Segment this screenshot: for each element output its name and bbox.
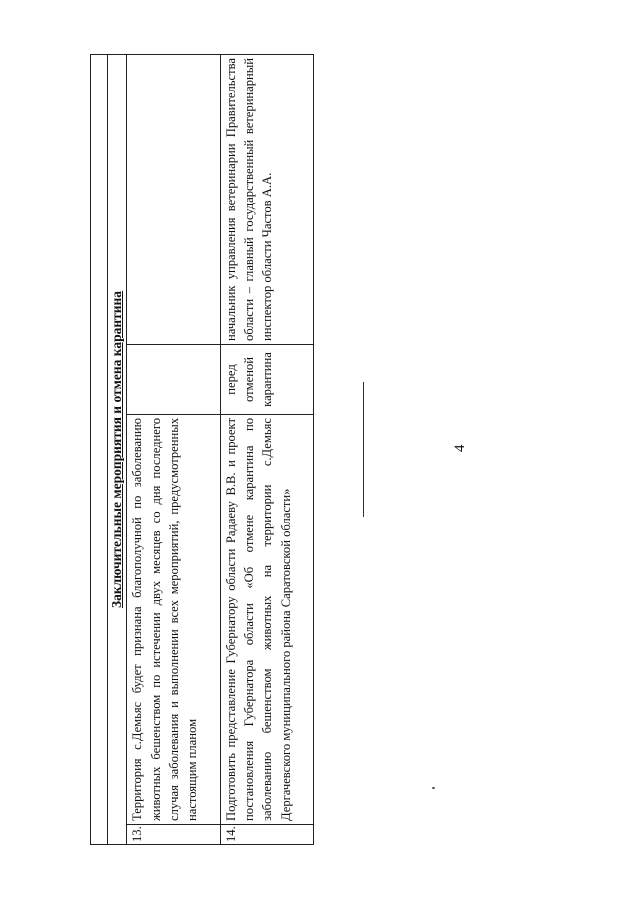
separator-line: [363, 382, 364, 517]
rotated-table-wrapper: [90, 55, 314, 845]
measure-cell: Территория с.Демьяс будет признана благополучной по заболеванию животных бешенством по истечении двух месяцев со дня последнего случая заболевания и выполнении всех мероприятий, предусмотренных настоящим планом: [127, 415, 220, 825]
row-number: 14.: [220, 825, 313, 845]
row-number: 13.: [127, 825, 220, 845]
table-top-row: [91, 55, 108, 845]
deadline-cell: [127, 345, 220, 415]
table-row: [220, 55, 313, 845]
responsible-cell: [127, 55, 220, 345]
quarantine-plan-table: [90, 54, 314, 845]
section-title: Заключительные мероприятия и отмена карантина: [108, 55, 127, 845]
deadline-cell: перед отменой карантина: [220, 345, 313, 415]
responsible-cell: начальник управления ветеринарии Правительства области – главный государственный ветеринарный инспектор области Частов А.А.: [220, 55, 313, 345]
section-header-row: [108, 55, 127, 845]
page-number: 4: [452, 444, 468, 452]
table-row: [127, 55, 220, 845]
scan-speck: [432, 787, 435, 789]
measure-cell: Подготовить представление Губернатору области Радаеву В.В. и проект постановления Губернатора области «Об отмене карантина по заболеванию бешенством животных на территории с.Демьяс Дергачевского муниципального района Саратовской области»: [220, 415, 313, 825]
top-blank-cell: [91, 55, 108, 845]
